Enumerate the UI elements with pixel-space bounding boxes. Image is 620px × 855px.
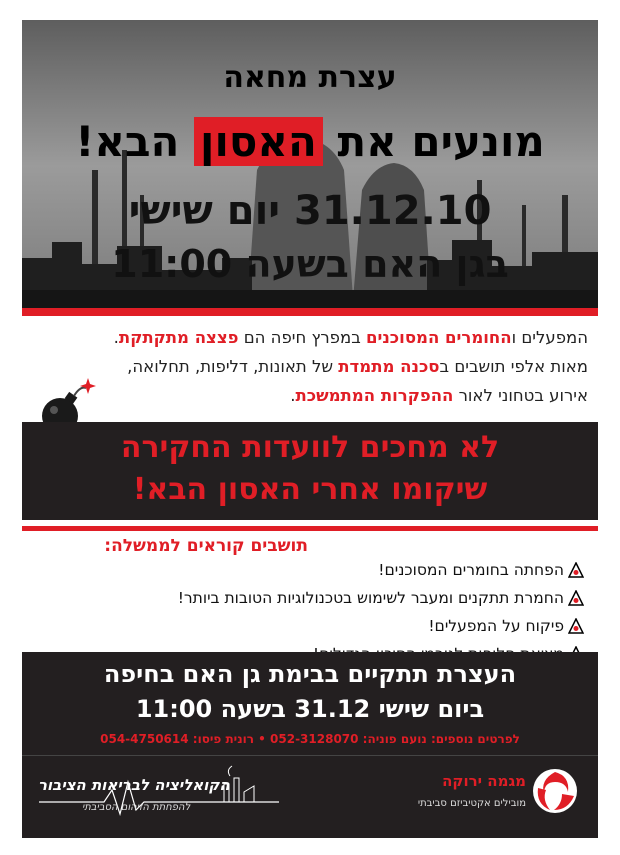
- warning-icon: [568, 618, 584, 634]
- warning-icon: [568, 562, 584, 578]
- event-place-time: בגן האם בשעה 11:00: [111, 242, 509, 286]
- coalition-name: הקואליציה לבריאות הציבור: [38, 776, 230, 794]
- hero-title: [22, 116, 598, 168]
- footer-divider: [22, 755, 598, 756]
- demand-item: [178, 589, 584, 607]
- demand-item: [378, 561, 584, 579]
- body-line-2: [28, 357, 588, 376]
- demand-text: החמרת תתקנים ומעבר לשימוש בטכנולוגיות הטובות ביותר!: [177, 589, 564, 607]
- demand-item: [428, 617, 584, 635]
- text-segment: המפעלים ו: [511, 328, 588, 347]
- demands-title: תושבים קוראים לממשלה:: [104, 536, 308, 556]
- warning-icon: [568, 590, 584, 606]
- magma-logo-icon: [530, 766, 580, 816]
- text-segment: אירוע בטחוני לאור: [453, 386, 588, 405]
- footer-line-1: העצרת תתקיים בבימת גן האם בחיפה: [103, 660, 517, 688]
- text-segment: מאות אלפי תושבים ב: [439, 357, 588, 376]
- text-segment: של תאונות, דליפות, תחלואה,: [127, 357, 339, 376]
- band-line-1: לא מחכים לוועדות החקירה: [120, 430, 500, 465]
- red-divider: [22, 526, 598, 531]
- protest-poster: [22, 20, 598, 838]
- text-segment: במפרץ חיפה הם: [238, 328, 366, 347]
- highlight-text: ההפקרות המתמשכת: [295, 386, 454, 405]
- hero-title-highlight: האסון: [194, 117, 323, 166]
- hero-title-before: מונעים את: [322, 117, 545, 166]
- footer-line-2: ביום שישי 31.12 בשעה 11:00: [135, 695, 485, 723]
- red-divider: [22, 308, 598, 316]
- hero-subtitle: עצרת מחאה: [223, 60, 397, 95]
- magma-tagline: מובילים אקטיביזם סביבתי: [417, 798, 526, 809]
- hero-title-after: הבא!: [75, 117, 195, 166]
- magma-name: מגמה ירוקה: [442, 772, 526, 790]
- highlight-text: החומרים המסוכנים: [365, 328, 512, 347]
- text-segment: .: [113, 328, 119, 347]
- contact-details: לפרטים נוספים: נועם פוניה: 052-3128070 • רונית פיסו: 054-4750614: [100, 732, 520, 746]
- demand-text: הפחתה בחומרים המסוכנים!: [378, 561, 564, 579]
- factory-heartbeat-icon: [34, 762, 284, 832]
- body-line-3: [28, 386, 588, 405]
- demand-text: פיקוח על המפעלים!: [428, 617, 564, 635]
- event-date: 31.12.10 יום שישי: [128, 188, 492, 234]
- band-line-2: שיקומו אחרי האסון הבא!: [132, 472, 488, 507]
- coalition-tagline: להפחתת הזיהום הסביבתי: [82, 802, 191, 813]
- body-line-1: [28, 328, 588, 347]
- text-segment: .: [290, 386, 296, 405]
- highlight-text: סכנה מתמדת: [338, 357, 440, 376]
- hero-section: [22, 20, 598, 312]
- highlight-text: פצצה מתקתקת: [118, 328, 239, 347]
